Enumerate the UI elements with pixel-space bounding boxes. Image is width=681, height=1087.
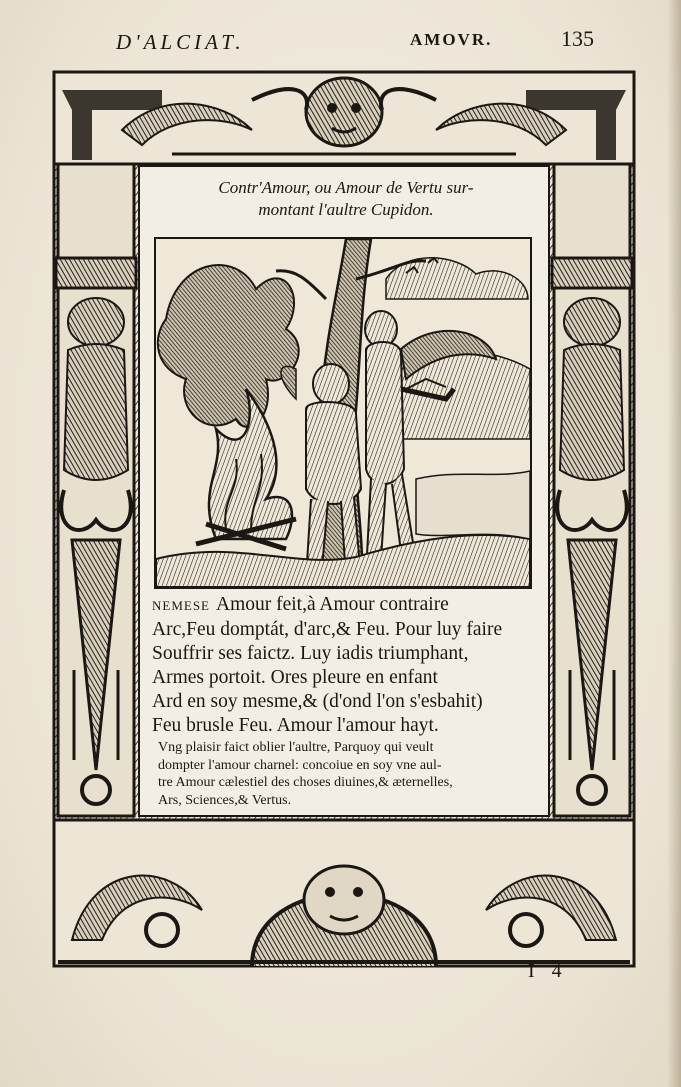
left-caryatid-column: [56, 164, 136, 816]
verse-line: Ard en soy mesme,& (d'ond l'on s'esbahit): [152, 691, 483, 712]
woodcut-illustration: [154, 237, 532, 589]
commentary-line: Ars, Sciences,& Vertus.: [158, 792, 292, 808]
bottom-frieze: [54, 820, 634, 966]
verse-line: Feu brusle Feu. Amour l'amour hayt.: [152, 715, 439, 736]
verse-line: Armes portoit. Ores pleure en enfant: [152, 667, 438, 688]
running-head-section: AMOVR.: [410, 30, 493, 49]
running-head-author: D'ALCIAT.: [116, 30, 245, 54]
verse-line: [152, 593, 544, 618]
page-number: 135: [561, 26, 594, 51]
commentary-line: tre Amour cælestiel des choses diuines,& æternelles,: [158, 775, 453, 790]
commentary-line: Vng plaisir faict oblier l'aultre, Parquoy qui veult: [158, 740, 434, 755]
emblem-title-line: montant l'aultre Cupidon.: [258, 200, 434, 219]
emblem-verses: [152, 593, 544, 738]
verse-tag: NEMESE: [152, 598, 210, 613]
emblem-title: [140, 177, 552, 221]
emblem-commentary: [158, 739, 542, 809]
verse-line: Arc,Feu domptát, d'arc,& Feu. Pour luy faire: [152, 619, 503, 640]
signature-mark: I 4: [528, 960, 568, 982]
emblem-title-line: Contr'Amour, ou Amour de Vertu sur-: [218, 178, 474, 197]
commentary-line: dompter l'amour charnel: concoiue en soy vne aul-: [158, 757, 442, 773]
emblem-panel: [138, 165, 550, 817]
top-frieze: [54, 72, 634, 164]
verse-line-text: Amour feit,à Amour contraire: [216, 594, 449, 615]
right-caryatid-column: [552, 164, 632, 816]
verse-line: Souffrir ses faictz. Luy iadis triumphant,: [152, 643, 469, 664]
